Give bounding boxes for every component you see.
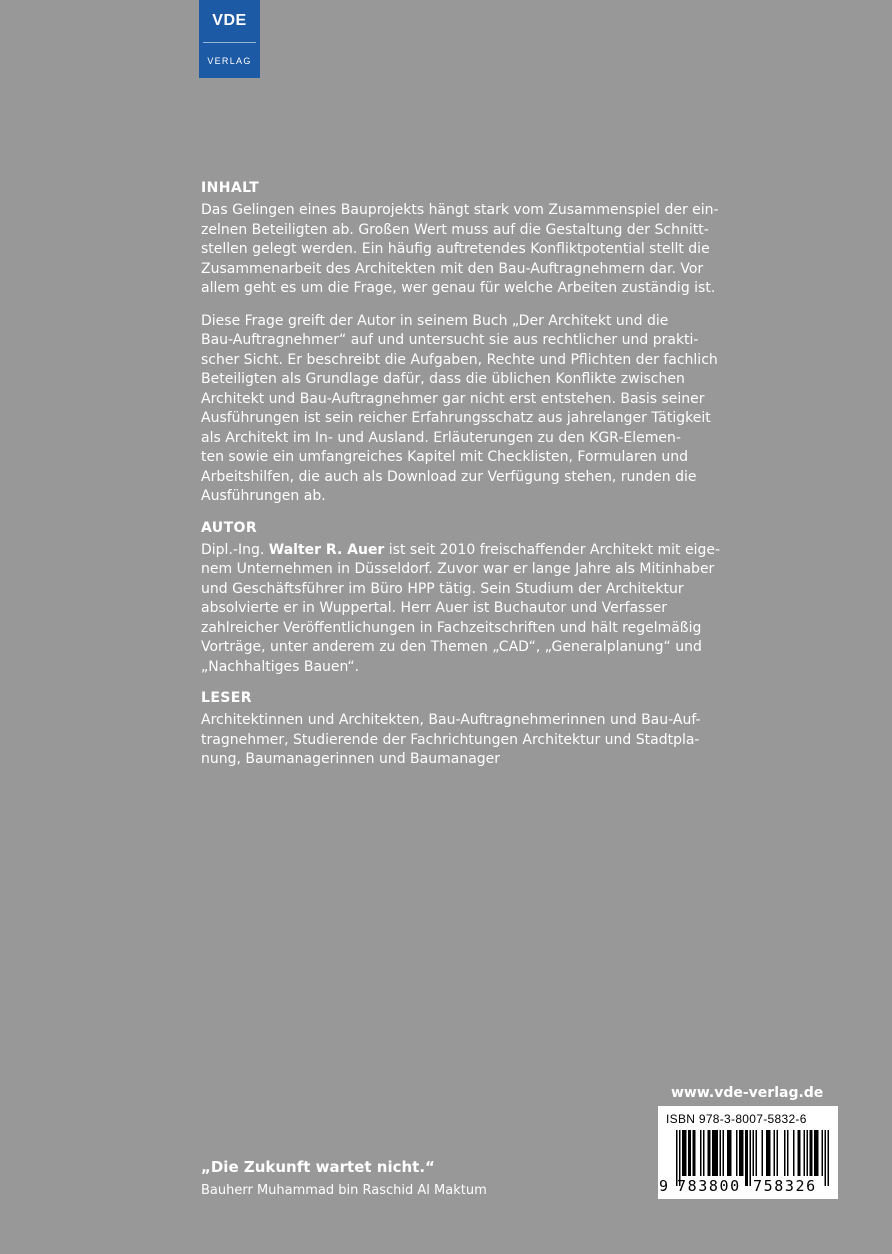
text-line: stellen gelegt werden. Ein häufig auftretendes Konfliktpotential stellt die [201,241,710,257]
heading-autor: AUTOR [201,519,258,536]
text-line: ten sowie ein umfangreiches Kapitel mit Checklisten, Formularen und [201,449,689,465]
heading-inhalt: INHALT [201,180,260,196]
inhalt-paragraph-2 [201,312,741,507]
text-line: als Architekt im In- und Ausland. Erläuterungen zu den KGR-Elemen- [201,429,681,446]
text-line: Ausführungen ab. [201,488,326,504]
text-line: Vorträge, unter anderem zu den Themen „CAD“, „Generalplanung“ und [201,639,702,655]
author-line-rest: ist seit 2010 freischaffender Architekt mit eige- [384,541,721,558]
text-line: absolvierte er in Wuppertal. Herr Auer ist Buchautor und Verfasser [201,600,667,616]
text-line: Architekt und Bau-Auftragnehmer gar nicht erst entstehen. Basis seiner [201,390,705,407]
author-name: Walter R. Auer [268,541,385,558]
isbn-digits-left: 783800 [677,1177,741,1195]
isbn-digits-right: 758326 [753,1177,817,1195]
text-line: „Nachhaltiges Bauen“. [201,658,360,675]
text-line: Zusammenarbeit des Architekten mit den Bau-Auftragnehmern dar. Vor [201,260,704,277]
text-line: Architektinnen und Architekten, Bau-Auftragnehmerinnen und Bau-Auf- [201,712,701,728]
autor-paragraph [201,541,741,678]
author-title: Dipl.-Ing. [201,541,269,558]
heading-leser: LESER [201,690,252,706]
text-line: zahlreicher Veröffentlichungen in Fachzeitschriften und hält regelmäßig [201,619,702,636]
back-cover-text [201,180,741,770]
text-line: Beteiligten als Grundlage dafür, dass die üblichen Konflikte zwischen [201,371,685,387]
text-line: Bau-Auftragnehmer“ auf und untersucht sie aus rechtlicher und prakti- [201,332,699,348]
vde-verlag-logo [199,0,260,78]
text-line: allem geht es um die Frage, wer genau für welche Arbeiten zuständig ist. [201,280,716,296]
isbn-label: ISBN 978-3-8007-5832-6 [666,1112,807,1126]
logo-vde-text: VDE [212,11,247,29]
text-line: Ausführungen ist sein reicher Erfahrungsschatz aus jahrelanger Tätigkeit [201,410,711,426]
text-line [201,541,741,561]
isbn-digit-first: 9 [659,1177,669,1195]
logo-verlag-text: VERLAG [207,56,252,66]
text-line: und Geschäftsführer im Büro HPP tätig. Sein Studium der Architektur [201,580,684,597]
quote-text: „Die Zukunft wartet nicht.“ [201,1158,435,1176]
quote-author: Bauherr Muhammad bin Raschid Al Maktum [201,1183,487,1198]
text-line: Das Gelingen eines Bauprojekts hängt stark vom Zusammenspiel der ein- [201,202,719,218]
text-line: Arbeitshilfen, die auch als Download zur Verfügung stehen, runden die [201,468,697,485]
leser-paragraph [201,711,741,770]
text-line: Diese Frage greift der Autor in seinem Buch „Der Architekt und die [201,312,669,329]
text-line: zelnen Beteiligten ab. Großen Wert muss auf die Gestaltung der Schnitt- [201,221,709,238]
publisher-website: www.vde-verlag.de [671,1085,824,1101]
inhalt-paragraph-1 [201,201,741,299]
text-line: nem Unternehmen in Düsseldorf. Zuvor war er lange Jahre als Mitinhaber [201,561,715,577]
text-line: scher Sicht. Er beschreibt die Aufgaben, Rechte und Pflichten der fachlich [201,351,718,368]
logo-divider [203,42,256,43]
text-line: nung, Baumanagerinnen und Baumanager [201,751,501,767]
isbn-barcode-box [658,1106,838,1199]
text-line: tragnehmer, Studierende der Fachrichtungen Architektur und Stadtpla- [201,731,700,748]
